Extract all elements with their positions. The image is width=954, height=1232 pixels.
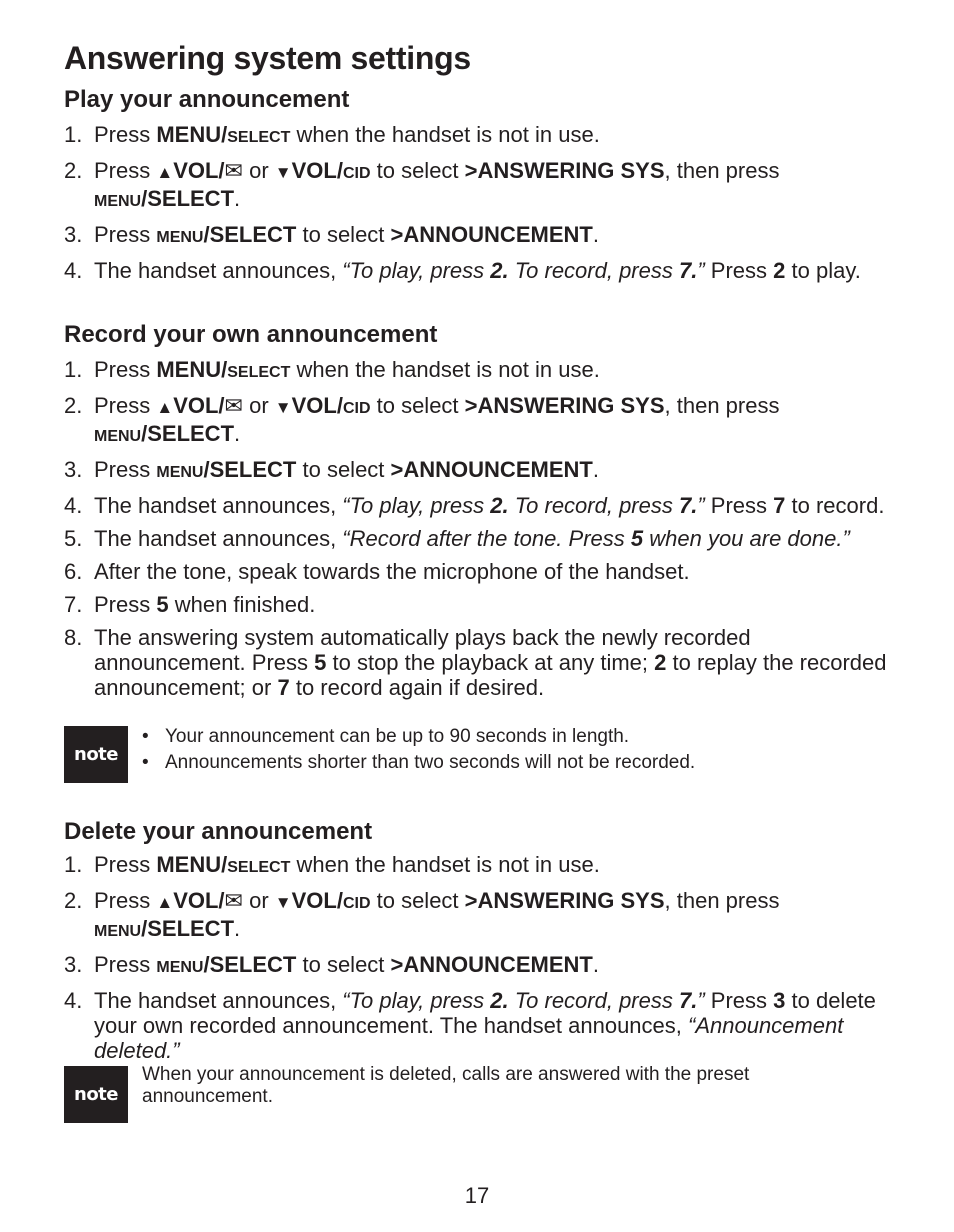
- key-menu: MENU/: [156, 852, 228, 877]
- page-number: 17: [464, 1183, 490, 1208]
- key-menu: MENU: [156, 464, 204, 481]
- step-item: [64, 559, 904, 584]
- step-text: The handset announces,: [94, 526, 343, 551]
- step-text: Press: [94, 888, 157, 913]
- section-heading-play: Play your announcement: [64, 86, 350, 113]
- key-menu: MENU: [156, 229, 204, 246]
- menu-option: >ANNOUNCEMENT: [390, 222, 593, 247]
- quote-key: 2.: [490, 258, 509, 283]
- key-select: /SELECT: [141, 186, 235, 211]
- quote-text: To record, press: [508, 988, 679, 1013]
- menu-option: >ANNOUNCEMENT: [390, 952, 593, 977]
- quote-text: To record, press: [508, 258, 679, 283]
- key-cid: CID: [342, 165, 371, 182]
- step-number: 3.: [64, 457, 83, 482]
- quote-key: 5: [630, 526, 644, 551]
- menu-option: >ANSWERING SYS: [464, 393, 665, 418]
- step-text: when the handset is not in use.: [290, 357, 600, 382]
- section-heading-delete: Delete your announcement: [64, 818, 373, 845]
- step-text: , then press: [664, 888, 780, 913]
- key-select: SELECT: [227, 129, 291, 146]
- page-title: Answering system settings: [64, 40, 471, 76]
- step-text: .: [234, 186, 241, 211]
- key-menu: MENU: [94, 428, 142, 445]
- key-digit: 3: [773, 988, 786, 1013]
- step-text: to record again if desired.: [289, 675, 545, 700]
- step-item: [64, 526, 904, 551]
- step-number: 2.: [64, 393, 83, 418]
- step-item: [64, 952, 904, 980]
- key-digit: 7: [277, 675, 290, 700]
- quote-text: “To play, press: [342, 493, 491, 518]
- step-text: or: [242, 393, 275, 418]
- step-item: [64, 158, 904, 214]
- step-text: to select: [296, 952, 391, 977]
- step-item: [64, 393, 904, 449]
- step-text: to select: [370, 158, 465, 183]
- menu-option: >ANNOUNCEMENT: [390, 457, 593, 482]
- step-number: 1.: [64, 852, 83, 877]
- key-cid: CID: [342, 400, 371, 417]
- step-text: .: [592, 222, 599, 247]
- step-text: The handset announces,: [94, 258, 343, 283]
- step-text: .: [234, 421, 241, 446]
- step-number: 5.: [64, 526, 83, 551]
- envelope-icon: ✉: [224, 888, 243, 913]
- quote-text: “Record after the tone. Press: [342, 526, 631, 551]
- note-label-icon: note: [64, 1066, 128, 1123]
- step-number: 3.: [64, 222, 83, 247]
- menu-option: >ANSWERING SYS: [464, 888, 665, 913]
- note-label-icon: note: [64, 726, 128, 783]
- key-select: SELECT: [227, 859, 291, 876]
- step-text: Press: [704, 258, 774, 283]
- step-text: to select: [296, 457, 391, 482]
- down-arrow-icon: ▼: [274, 163, 292, 182]
- quote-text: when you are done.”: [643, 526, 850, 551]
- step-item: [64, 357, 904, 385]
- step-text: to replay the recorded announcement; or: [94, 650, 887, 700]
- step-item: [64, 493, 904, 518]
- quote-text: “Announcement deleted.”: [94, 1013, 844, 1063]
- step-text: Press: [94, 158, 157, 183]
- down-arrow-icon: ▼: [274, 398, 292, 417]
- step-number: 2.: [64, 158, 83, 183]
- key-digit: 2: [654, 650, 667, 675]
- step-number: 1.: [64, 357, 83, 382]
- key-select: /SELECT: [203, 457, 297, 482]
- step-text: when the handset is not in use.: [290, 122, 600, 147]
- step-text: when the handset is not in use.: [290, 852, 600, 877]
- key-select: /SELECT: [141, 421, 235, 446]
- quote-key: 7.: [678, 988, 698, 1013]
- envelope-icon: ✉: [224, 393, 243, 418]
- envelope-icon: ✉: [224, 158, 243, 183]
- key-menu: MENU/: [156, 357, 228, 382]
- step-text: Press: [94, 122, 157, 147]
- step-text: The answering system automatically plays back the newly recorded announcement. Press: [94, 625, 751, 675]
- step-item: [64, 222, 904, 250]
- key-cid: CID: [342, 895, 371, 912]
- key-digit: 5: [156, 592, 169, 617]
- step-text: to record.: [785, 493, 885, 518]
- step-item: [64, 888, 904, 944]
- up-arrow-icon: ▲: [156, 398, 174, 417]
- step-text: to stop the playback at any time;: [326, 650, 655, 675]
- step-text: Press: [94, 222, 157, 247]
- step-item: [64, 625, 904, 700]
- quote-text: “To play, press: [342, 988, 491, 1013]
- step-text: Press: [94, 592, 157, 617]
- step-text: when finished.: [168, 592, 316, 617]
- key-select: /SELECT: [203, 222, 297, 247]
- step-text: to select: [370, 393, 465, 418]
- key-menu: MENU: [156, 959, 204, 976]
- key-digit: 7: [773, 493, 786, 518]
- key-menu: MENU/: [156, 122, 228, 147]
- step-text: to play.: [785, 258, 861, 283]
- step-item: [64, 258, 904, 283]
- step-text: to select: [370, 888, 465, 913]
- quote-key: 2.: [490, 988, 509, 1013]
- step-text: .: [234, 916, 241, 941]
- section-heading-record: Record your own announcement: [64, 321, 438, 348]
- step-item: [64, 852, 904, 880]
- step-text: Press: [94, 357, 157, 382]
- menu-option: >ANSWERING SYS: [464, 158, 665, 183]
- step-item: [64, 122, 904, 150]
- steps-delete: [64, 852, 904, 1071]
- step-number: 4.: [64, 988, 83, 1013]
- step-number: 2.: [64, 888, 83, 913]
- step-text: , then press: [664, 393, 780, 418]
- step-text: .: [592, 952, 599, 977]
- step-text: The handset announces,: [94, 988, 343, 1013]
- step-number: 7.: [64, 592, 83, 617]
- quote-text: ”: [697, 493, 705, 518]
- step-text: Press: [704, 988, 774, 1013]
- quote-key: 2.: [490, 493, 509, 518]
- step-number: 1.: [64, 122, 83, 147]
- up-arrow-icon: ▲: [156, 163, 174, 182]
- step-text: .: [592, 457, 599, 482]
- note-list: [140, 724, 695, 776]
- key-vol: VOL/: [173, 158, 225, 183]
- key-select: /SELECT: [141, 916, 235, 941]
- key-vol: VOL/: [173, 888, 225, 913]
- steps-record: [64, 357, 904, 708]
- quote-key: 7.: [678, 258, 698, 283]
- step-text: or: [242, 158, 275, 183]
- step-text: or: [242, 888, 275, 913]
- step-number: 8.: [64, 625, 83, 650]
- step-text: The handset announces,: [94, 493, 343, 518]
- step-text: After the tone, speak towards the microphone of the handset.: [94, 559, 690, 584]
- step-text: Press: [94, 457, 157, 482]
- up-arrow-icon: ▲: [156, 893, 174, 912]
- down-arrow-icon: ▼: [274, 893, 292, 912]
- key-digit: 2: [773, 258, 786, 283]
- step-item: [64, 457, 904, 485]
- step-number: 6.: [64, 559, 83, 584]
- key-vol: VOL/: [291, 393, 343, 418]
- step-text: to select: [296, 222, 391, 247]
- note-text: When your announcement is deleted, calls are answered with the preset announcement.: [142, 1064, 750, 1107]
- step-text: Press: [94, 393, 157, 418]
- key-menu: MENU: [94, 923, 142, 940]
- steps-play: [64, 122, 904, 291]
- quote-text: “To play, press: [342, 258, 491, 283]
- step-number: 3.: [64, 952, 83, 977]
- step-text: Press: [704, 493, 774, 518]
- quote-key: 7.: [678, 493, 698, 518]
- note-item: • Your announcement can be up to 90 seconds in length.: [140, 724, 695, 750]
- step-number: 4.: [64, 493, 83, 518]
- key-digit: 5: [314, 650, 327, 675]
- key-menu: MENU: [94, 193, 142, 210]
- quote-text: ”: [697, 258, 705, 283]
- step-item: [64, 592, 904, 617]
- key-select: /SELECT: [203, 952, 297, 977]
- step-text: to delete your own recorded announcement. The handset announces,: [94, 988, 876, 1038]
- key-select: SELECT: [227, 364, 291, 381]
- step-text: Press: [94, 852, 157, 877]
- quote-text: ”: [697, 988, 705, 1013]
- step-item: [64, 988, 904, 1063]
- key-vol: VOL/: [173, 393, 225, 418]
- step-text: , then press: [664, 158, 780, 183]
- step-text: Press: [94, 952, 157, 977]
- step-number: 4.: [64, 258, 83, 283]
- quote-text: To record, press: [508, 493, 679, 518]
- key-vol: VOL/: [291, 888, 343, 913]
- note-item: • Announcements shorter than two seconds will not be recorded.: [140, 750, 695, 776]
- key-vol: VOL/: [291, 158, 343, 183]
